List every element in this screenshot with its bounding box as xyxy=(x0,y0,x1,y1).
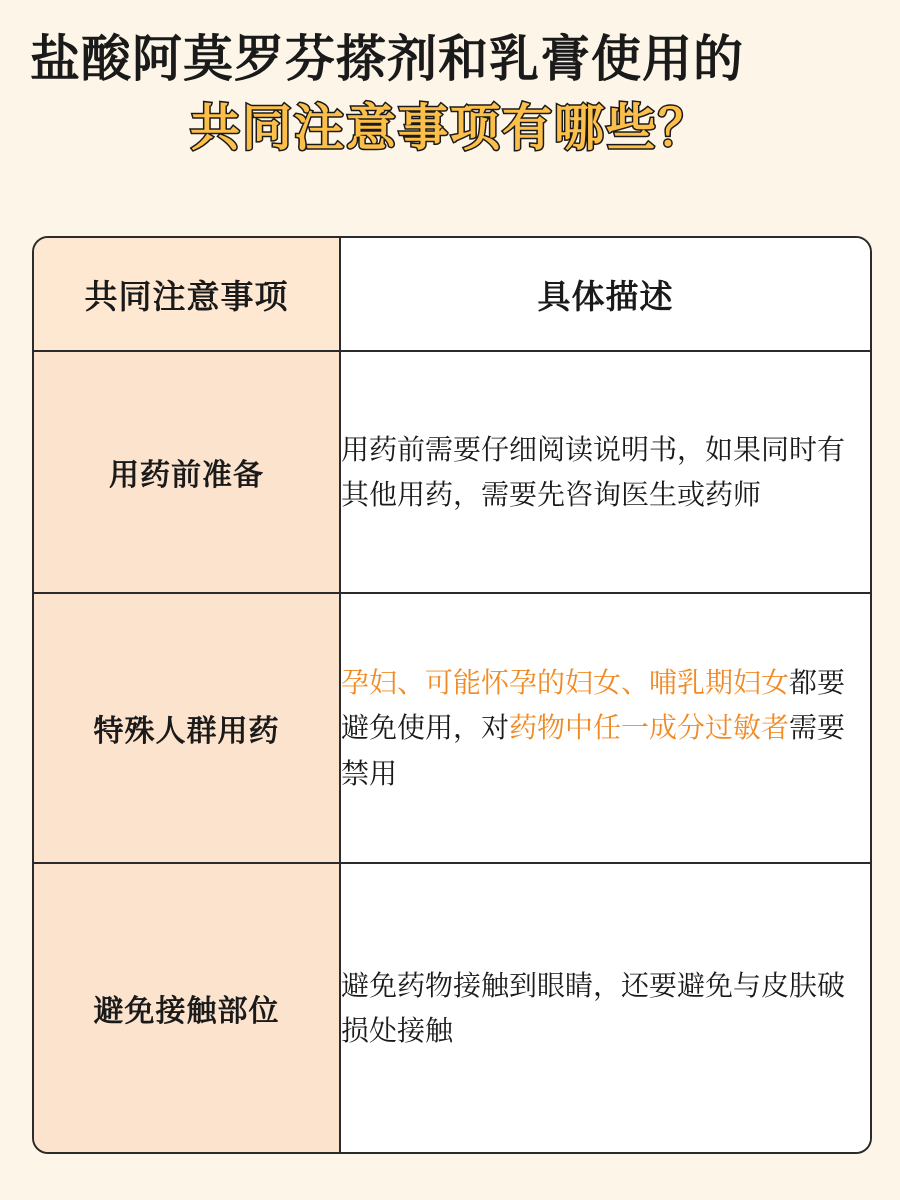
table-header-row xyxy=(34,238,870,351)
row-category: 避免接触部位 xyxy=(34,863,340,1152)
page-title-line-1: 盐酸阿莫罗芬搽剂和乳膏使用的 xyxy=(30,31,744,87)
column-header-description: 具体描述 xyxy=(340,238,870,351)
column-header-category: 共同注意事项 xyxy=(34,238,340,351)
row-description xyxy=(340,863,870,1152)
table-row xyxy=(34,593,870,863)
notes-table-container xyxy=(32,236,872,1154)
highlighted-text: 药物中任一成分过敏者 xyxy=(509,712,790,744)
table-row xyxy=(34,351,870,593)
body-text: 需要禁用 xyxy=(341,712,846,789)
row-description xyxy=(340,593,870,863)
header xyxy=(0,0,900,172)
body-text: 都要避免使用，对 xyxy=(341,666,846,744)
row-category: 特殊人群用药 xyxy=(34,593,340,863)
row-category: 用药前准备 xyxy=(34,351,340,593)
row-description xyxy=(340,351,870,593)
page-title-line-2: 共同注意事项有哪些？ xyxy=(190,100,710,156)
notes-table xyxy=(34,238,870,1152)
highlighted-text: 孕妇、可能怀孕的妇女、哺乳期妇女 xyxy=(341,666,790,698)
table-row xyxy=(34,863,870,1152)
body-text: 用药前需要仔细阅读说明书，如果同时有其他用药，需要先咨询医生或药师 xyxy=(341,433,846,510)
body-text: 避免药物接触到眼睛，还要避免与皮肤破损处接触 xyxy=(341,969,846,1046)
